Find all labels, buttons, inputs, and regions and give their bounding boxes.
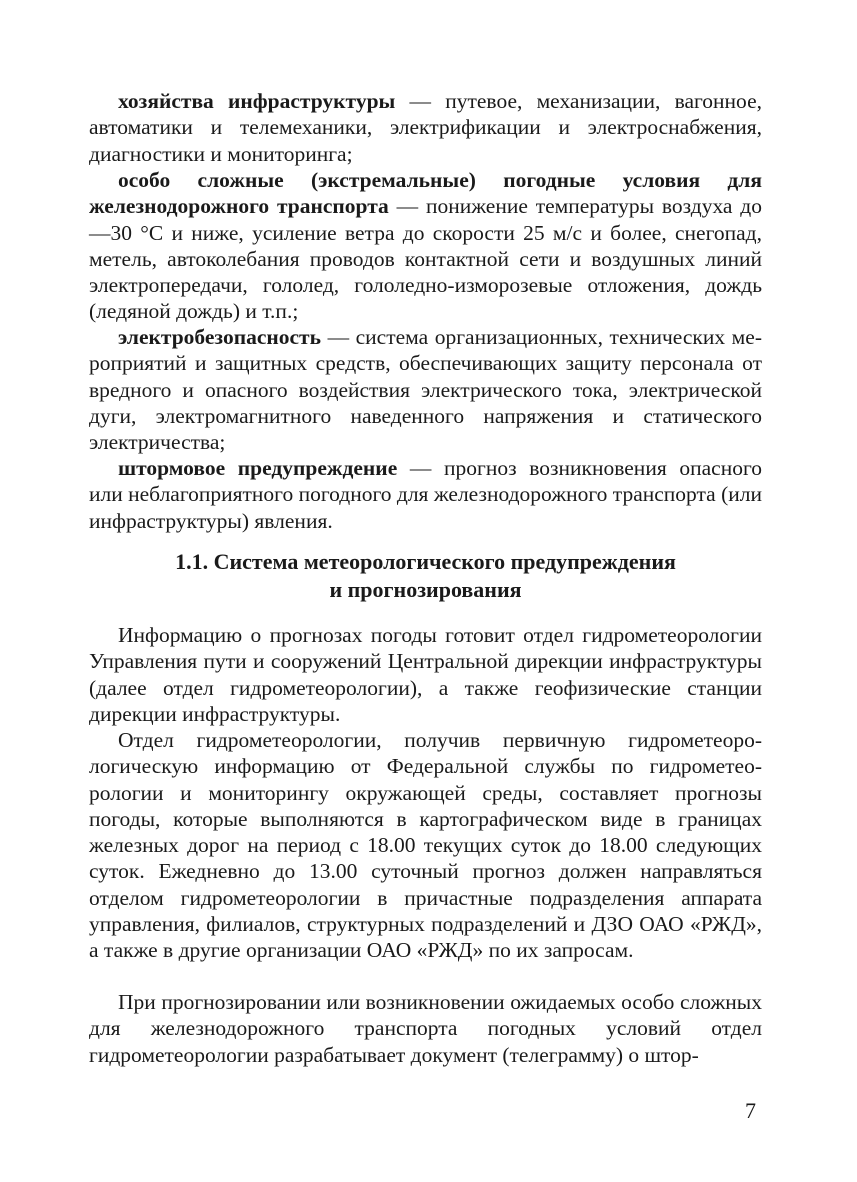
- definition-extreme-weather: [89, 167, 762, 325]
- body-paragraph: Отдел гидрометеорологии, получив первичную гидрометеорологическую информацию от Федеральной службы по гидрометеорологии и мониторингу окружающей среды, составляет прогнозы погоды, которые выполняются в картографическом виде в границах железных дорог на период с 18.00 текущих суток до 18.00 следующих суток. Ежедневно до 13.00 суточный прогноз должен направляться отделом гидрометеорологии в причастные подразделения аппарата управления, филиалов, структурных подразделений и ДЗО ОАО «РЖД», а также в другие организации ОАО «РЖД» по их запросам.: [89, 728, 762, 963]
- definition-text: — путевое, механизации, вагонное, автоматики и телемеханики, электрификации и электроснабжения, диагностики и мониторинга;: [89, 89, 762, 166]
- definition-storm-warning: [89, 455, 762, 534]
- definition-text: — прогноз возникновения опасного или неблагоприятного погодного для железнодорожного транспорта (или инфраструктуры) явления.: [89, 456, 762, 533]
- definition-text: — система организационных, технических мероприятий и защитных средств, обеспечивающих защиту персонала от вредного и опасного воздействия электрического тока, электрической дуги, электромагнитного наведенного напряжения и статического электричества;: [89, 325, 762, 455]
- section-heading-line2: и прогнозирования: [329, 577, 522, 602]
- section-heading: [89, 548, 762, 604]
- definition-term: электробезопасность: [118, 325, 321, 349]
- definition-term: хозяйства инфраструктуры: [118, 89, 396, 113]
- definition-text: — понижение температуры воздуха до —30 °С и ниже, усиление ветра до скорости 25 м/с и более, снегопад, метель, автоколебания проводов контактной сети и воздушных линий электропередачи, гололед, гололедно-изморозевые отложения, дождь (ледяной дождь) и т.п.;: [89, 194, 762, 324]
- page-number: 7: [745, 1098, 756, 1123]
- definition-term: особо сложные (экстремальные) погодные условия для железнодорожного транспорта: [89, 168, 762, 219]
- body-paragraph: Информацию о прогнозах погоды готовит отдел гидрометеорологии Управления пути и сооружений Центральной дирекции инфраструктуры (далее отдел гидрометеорологии), а также геофизические станции дирекции инфраструктуры.: [89, 623, 762, 726]
- body-paragraph: При прогнозировании или возникновении ожидаемых особо сложных для железнодорожного транспорта погодных условий отдел гидрометеорологии разрабатывает документ (телеграмму) о штор-: [89, 990, 762, 1067]
- definition-infrastructure-units: [89, 88, 762, 167]
- definition-term: штормовое предупреждение: [118, 456, 398, 480]
- section-heading-line1: 1.1. Система метеорологического предупреждения: [175, 549, 676, 574]
- definition-electrical-safety: [89, 324, 762, 455]
